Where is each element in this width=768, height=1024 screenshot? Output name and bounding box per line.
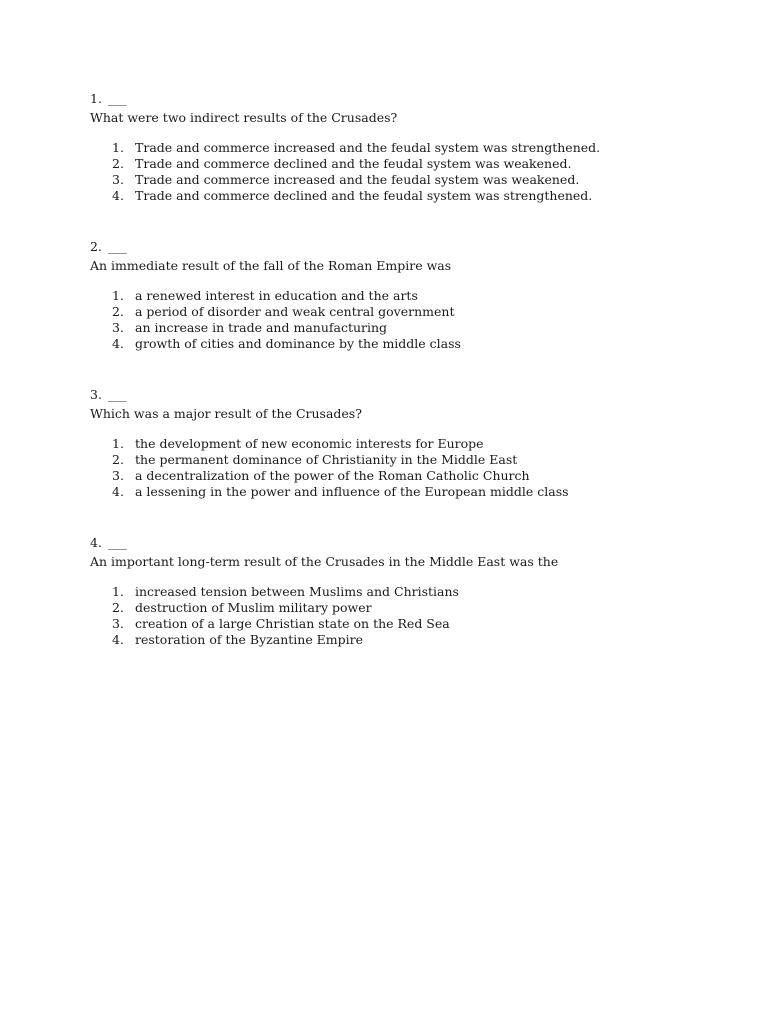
option-text: the development of new economic interests for Europe <box>135 436 484 451</box>
option-number: 1. <box>112 288 124 303</box>
question-header <box>90 239 710 255</box>
option-1 <box>90 584 710 600</box>
option-text: a renewed interest in education and the arts <box>135 288 418 303</box>
option-number: 4. <box>112 188 124 203</box>
option-number: 3. <box>112 320 124 335</box>
question-4 <box>90 535 710 648</box>
option-4 <box>90 484 710 500</box>
option-4 <box>90 188 710 204</box>
question-header <box>90 91 710 107</box>
question-number: 3. <box>90 387 102 402</box>
question-number: 1. <box>90 91 102 106</box>
option-text: the permanent dominance of Christianity in the Middle East <box>135 452 518 467</box>
option-number: 4. <box>112 484 124 499</box>
option-text: increased tension between Muslims and Christians <box>135 584 459 599</box>
option-number: 4. <box>112 632 124 647</box>
option-3 <box>90 616 710 632</box>
option-text: creation of a large Christian state on the Red Sea <box>135 616 450 631</box>
option-2 <box>90 156 710 172</box>
option-number: 3. <box>112 616 124 631</box>
option-text: restoration of the Byzantine Empire <box>135 632 364 647</box>
option-4 <box>90 336 710 352</box>
option-1 <box>90 288 710 304</box>
option-2 <box>90 600 710 616</box>
answer-blank: ___ <box>107 535 127 550</box>
option-number: 1. <box>112 584 124 599</box>
answer-blank: ___ <box>107 387 127 402</box>
option-number: 2. <box>112 156 124 171</box>
option-text: growth of cities and dominance by the middle class <box>135 336 461 351</box>
option-1 <box>90 140 710 156</box>
option-number: 1. <box>112 436 124 451</box>
question-text: An important long-term result of the Crusades in the Middle East was the <box>90 554 559 569</box>
option-number: 2. <box>112 304 124 319</box>
option-2 <box>90 452 710 468</box>
option-number: 2. <box>112 452 124 467</box>
question-text: An immediate result of the fall of the Roman Empire was <box>90 258 452 273</box>
option-text: an increase in trade and manufacturing <box>135 320 388 335</box>
option-text: Trade and commerce declined and the feudal system was strengthened. <box>135 188 593 203</box>
option-3 <box>90 468 710 484</box>
answer-blank: ___ <box>107 239 127 254</box>
question-number: 4. <box>90 535 102 550</box>
option-number: 3. <box>112 172 124 187</box>
answer-options <box>90 288 710 352</box>
option-2 <box>90 304 710 320</box>
question-3 <box>90 387 710 500</box>
question-number: 2. <box>90 239 102 254</box>
question-header <box>90 535 710 551</box>
option-text: Trade and commerce declined and the feudal system was weakened. <box>135 156 572 171</box>
option-number: 1. <box>112 140 124 155</box>
question-2 <box>90 239 710 352</box>
option-text: a decentralization of the power of the Roman Catholic Church <box>135 468 530 483</box>
option-text: a lessening in the power and influence of the European middle class <box>135 484 569 499</box>
option-text: destruction of Muslim military power <box>135 600 372 615</box>
option-3 <box>90 320 710 336</box>
option-text: Trade and commerce increased and the feudal system was weakened. <box>135 172 580 187</box>
question-text: Which was a major result of the Crusades? <box>90 406 362 421</box>
answer-blank: ___ <box>107 91 127 106</box>
answer-options <box>90 584 710 648</box>
answer-options <box>90 140 710 204</box>
question-header <box>90 387 710 403</box>
option-number: 2. <box>112 600 124 615</box>
answer-options <box>90 436 710 500</box>
option-text: a period of disorder and weak central government <box>135 304 455 319</box>
option-3 <box>90 172 710 188</box>
question-1 <box>90 91 710 204</box>
option-number: 3. <box>112 468 124 483</box>
option-4 <box>90 632 710 648</box>
option-text: Trade and commerce increased and the feudal system was strengthened. <box>135 140 601 155</box>
option-1 <box>90 436 710 452</box>
option-number: 4. <box>112 336 124 351</box>
question-text: What were two indirect results of the Crusades? <box>90 110 398 125</box>
